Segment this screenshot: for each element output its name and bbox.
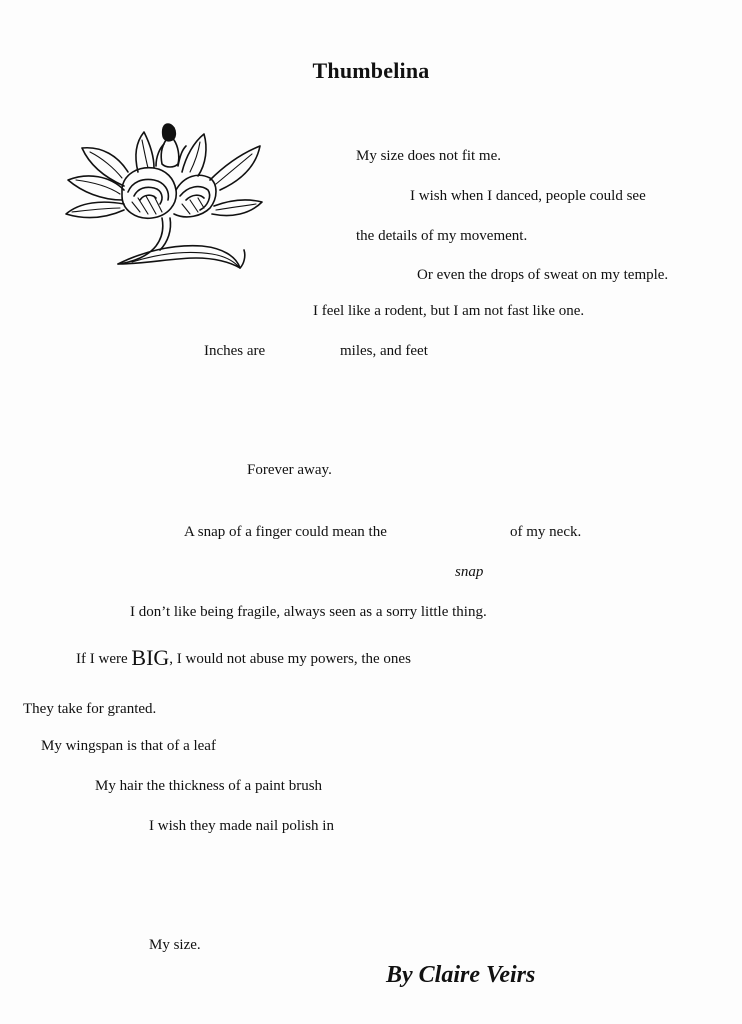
lotus-flower-with-tiny-girl-icon bbox=[62, 116, 266, 272]
poem-line: I wish when I danced, people could see bbox=[410, 188, 646, 204]
poem-line-snap: snap bbox=[455, 564, 484, 580]
poem-line: I don’t like being fragile, always seen as a sorry little thing. bbox=[130, 604, 487, 620]
poem-text: If I were bbox=[76, 651, 128, 667]
poem-line: the details of my movement. bbox=[356, 228, 528, 244]
poem-line: of my neck. bbox=[510, 524, 582, 540]
poem-line: My size does not fit me. bbox=[356, 148, 501, 164]
poem-line: Forever away. bbox=[247, 462, 332, 478]
poem-line: Or even the drops of sweat on my temple. bbox=[417, 267, 669, 283]
poem-line: I feel like a rodent, but I am not fast like one. bbox=[313, 303, 585, 319]
poem-line: A snap of a finger could mean the bbox=[184, 524, 387, 540]
poem-line: miles, and feet bbox=[340, 343, 428, 359]
poem-title: Thumbelina bbox=[312, 58, 430, 83]
poem-line: I wish they made nail polish in bbox=[149, 818, 334, 834]
poem-line bbox=[76, 645, 411, 670]
poem-line: My wingspan is that of a leaf bbox=[41, 738, 216, 754]
poem-line: My hair the thickness of a paint brush bbox=[95, 778, 323, 794]
poem-line: My size. bbox=[149, 937, 201, 953]
author-byline: By Claire Veirs bbox=[386, 962, 536, 988]
poem-line: They take for granted. bbox=[23, 701, 157, 717]
poem-line: Inches are bbox=[204, 343, 266, 359]
poem-text: , I would not abuse my powers, the ones bbox=[169, 651, 411, 667]
poem-big-word: BIG bbox=[131, 645, 170, 670]
